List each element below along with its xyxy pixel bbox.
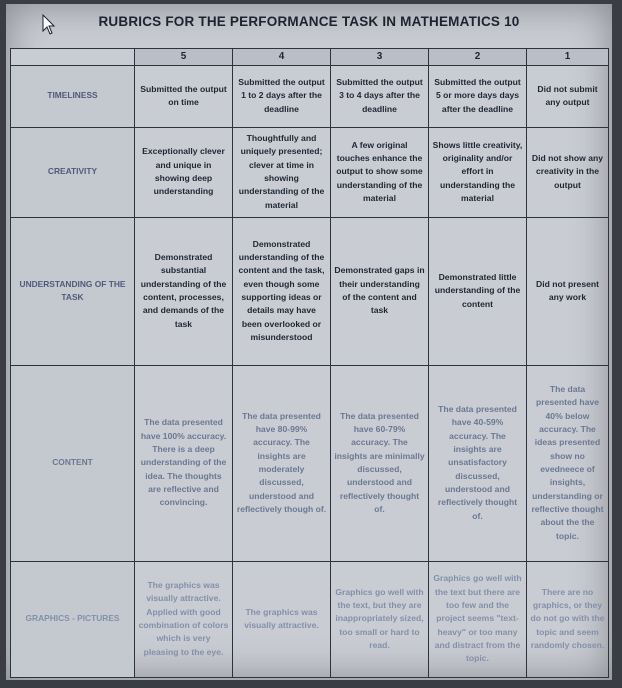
rubric-cell: Shows little creativity, originality and/or effort in understanding the material (429, 127, 527, 217)
rubric-cell: Demonstrated gaps in their understanding of the content and task (331, 217, 429, 365)
rubric-cell: The data presented have 80-99% accuracy. The insights are moderately discussed, understood and reflectively though of. (233, 365, 331, 561)
column-header-4: 4 (233, 49, 331, 66)
rubric-cell: Submitted the output 1 to 2 days after the deadline (233, 65, 331, 127)
column-header-2: 2 (429, 49, 527, 66)
table-row (11, 217, 609, 365)
rubric-cell: Graphics go well with the text, but they are inappropriately sized, too small or hard to read. (331, 561, 429, 677)
rubric-cell: Submitted the output 3 to 4 days after the deadline (331, 65, 429, 127)
rubric-cell: The graphics was visually attractive. Applied with good combination of colors which is very pleasing to the eye. (135, 561, 233, 677)
rubric-cell: Graphics go well with the text but there are too few and the project seems "text-heavy" or too many and distract from the topic. (429, 561, 527, 677)
criterion-label: GRAPHICS - PICTURES (11, 561, 135, 677)
rubric-cell: The data presented have 60-79% accuracy. The insights are minimally discussed, understood and reflectively thought of. (331, 365, 429, 561)
criterion-label: CONTENT (11, 365, 135, 561)
criterion-label: UNDERSTANDING OF THE TASK (11, 217, 135, 365)
column-header-1: 1 (527, 49, 609, 66)
rubric-cell: Exceptionally clever and unique in showing deep understanding (135, 127, 233, 217)
criterion-label: CREATIVITY (11, 127, 135, 217)
table-row (11, 561, 609, 677)
header-row (11, 49, 609, 66)
rubric-cell: The data presented have 100% accuracy. There is a deep understanding of the idea. The thoughts are reflective and convincing. (135, 365, 233, 561)
header-blank (11, 49, 135, 66)
rubric-cell: Submitted the output on time (135, 65, 233, 127)
rubric-cell: Did not show any creativity in the output (527, 127, 609, 217)
rubric-cell: The data presented have 40% below accuracy. The ideas presented show no evedneece of insights, understanding or reflective thought about the the topic. (527, 365, 609, 561)
table-row (11, 127, 609, 217)
rubric-cell: Demonstrated understanding of the content and the task, even though some supporting ideas or details may have been overlooked or misunderstood (233, 217, 331, 365)
rubric-table (10, 48, 609, 678)
rubric-cell: The graphics was visually attractive. (233, 561, 331, 677)
rubric-cell: Did not submit any output (527, 65, 609, 127)
rubric-cell: Submitted the output 5 or more days days after the deadline (429, 65, 527, 127)
table-row (11, 65, 609, 127)
rubric-cell: Thoughtfully and uniquely presented; clever at time in showing understanding of the material (233, 127, 331, 217)
rubric-cell: Demonstrated substantial understanding of the content, processes, and demands of the task (135, 217, 233, 365)
rubric-cell: The data presented have 40-59% accuracy. The insights are unsatisfactory discussed, understood and reflectively thought of. (429, 365, 527, 561)
column-header-3: 3 (331, 49, 429, 66)
rubric-cell: A few original touches enhance the output to show some understanding of the material (331, 127, 429, 217)
table-row (11, 365, 609, 561)
rubric-cell: Demonstrated little understanding of the content (429, 217, 527, 365)
document-photo (6, 4, 612, 680)
column-header-5: 5 (135, 49, 233, 66)
page-title: RUBRICS FOR THE PERFORMANCE TASK IN MATHEMATICS 10 (98, 14, 520, 29)
rubric-cell: Did not present any work (527, 217, 609, 365)
criterion-label: TIMELINESS (11, 65, 135, 127)
rubric-cell: There are no graphics, or they do not go with the topic and seem randomly chosen. (527, 561, 609, 677)
